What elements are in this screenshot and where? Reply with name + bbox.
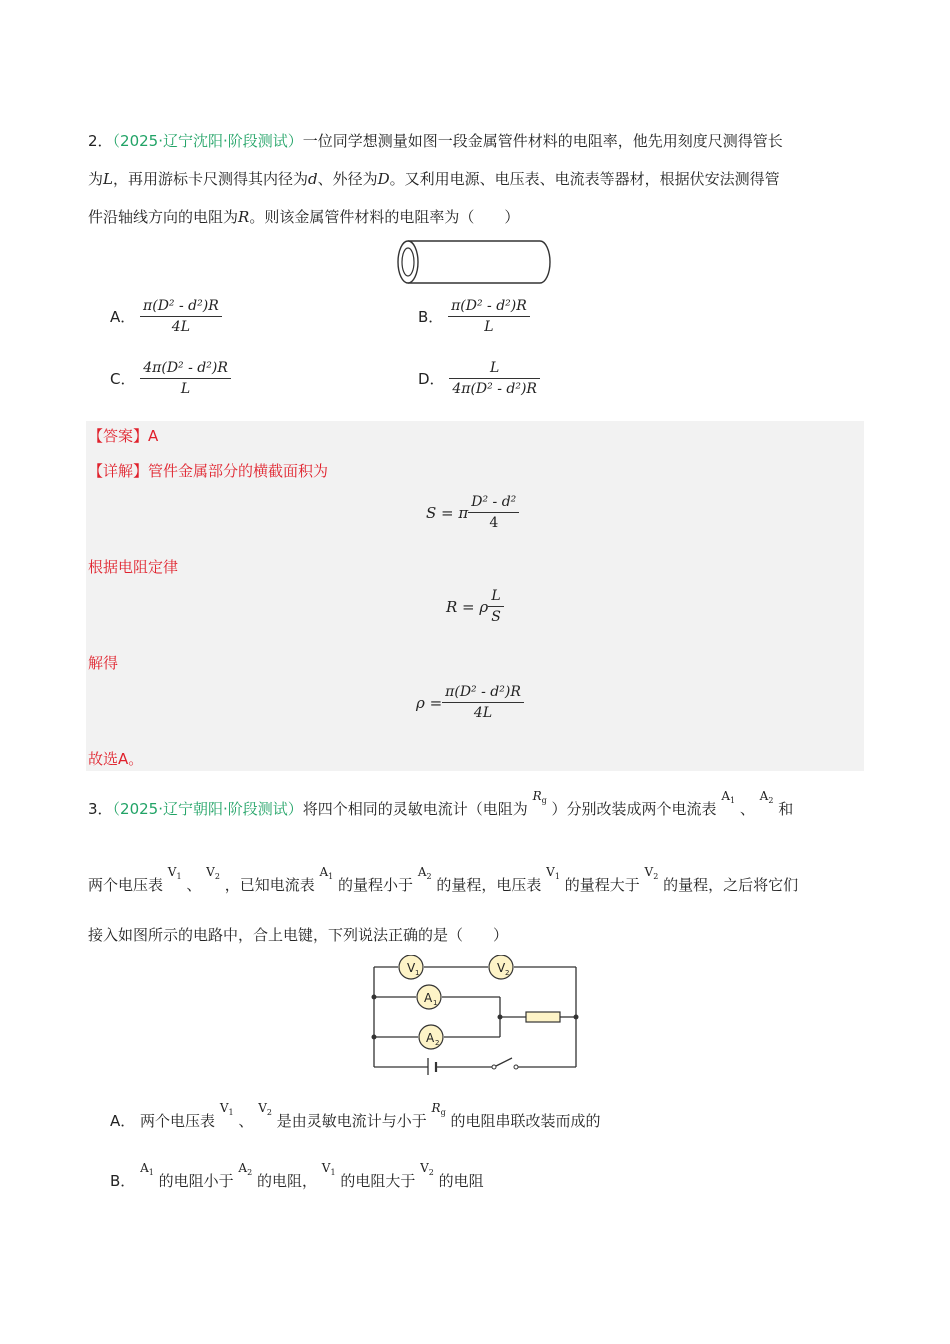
q3-option-b-label: B．: [110, 1172, 136, 1190]
q3-text-2d: 的量程，电压表: [436, 876, 542, 894]
var-d: d: [308, 170, 318, 188]
switch-contact-left: [492, 1065, 496, 1069]
q3-option-a-label: A．: [110, 1112, 136, 1130]
q3-V1-2: [546, 865, 560, 879]
optA-V2-sub: 2: [266, 1108, 272, 1117]
q2-text-2d: 。又利用电源、电压表、电流表等器材，根据伏安法测得管: [389, 170, 780, 188]
optB-V2: [420, 1161, 434, 1175]
V1-letter-2: V: [546, 865, 555, 879]
optA-Rg: [432, 1101, 446, 1115]
q3-option-b-text-c: 的电阻大于: [340, 1172, 416, 1190]
q3-number: 3．: [88, 800, 113, 818]
optB-A1-sub: 1: [148, 1168, 154, 1177]
option-b-label: B．: [418, 308, 444, 326]
q2-text-2b: ，再用游标卡尺测得其内径为: [112, 170, 308, 188]
q3-V1-1: [168, 865, 182, 879]
q3-option-a[interactable]: [110, 1096, 601, 1136]
A2-sub-2: 2: [426, 872, 432, 881]
q2-option-b[interactable]: [418, 298, 530, 335]
law-text: 根据电阻定律: [88, 558, 179, 576]
q3-text-2e: 的量程大于: [564, 876, 640, 894]
option-c-den: L: [140, 378, 231, 397]
q3-source: （2025·辽宁朝阳·阶段测试）: [112, 800, 303, 818]
q3-line-3: 接入如图所示的电路中，合上电键，下列说法正确的是（ ）: [88, 926, 509, 944]
meter-a1-letter: A: [424, 991, 433, 1005]
optB-V2-letter: V: [420, 1161, 429, 1175]
q3-option-b-text-b: 的电阻，: [256, 1172, 317, 1190]
q3-sep-1: 、: [739, 800, 755, 818]
eq2-den: S: [488, 606, 504, 625]
meter-v1: [399, 955, 423, 979]
optA-V1: [220, 1101, 234, 1115]
optA-Rg-sub: g: [440, 1108, 446, 1117]
eq3-lhs: ρ =: [416, 693, 443, 712]
answer-value: A: [148, 427, 159, 445]
optA-V1-letter: V: [219, 1101, 229, 1115]
equation-resistivity: [416, 684, 524, 721]
q3-option-b-text-a: 的电阻小于: [158, 1172, 234, 1190]
pipe-figure: [394, 238, 556, 286]
eq1-num: D² - d²: [471, 494, 517, 510]
answer-tag: 【答案】: [88, 427, 149, 445]
q2-line-3: [88, 207, 519, 227]
resistor: [526, 1012, 560, 1022]
q2-text-2c: 、外径为: [317, 170, 378, 188]
V2-sub: 2: [214, 872, 220, 881]
optA-V2: [258, 1101, 272, 1115]
q3-V2-1: [206, 865, 220, 879]
var-L: L: [103, 170, 113, 188]
optB-V1-sub: 1: [330, 1168, 336, 1177]
q3-option-b[interactable]: [110, 1156, 484, 1196]
q3-line-2: [88, 860, 798, 900]
option-c-fraction: [140, 360, 231, 397]
optA-Rg-letter: R: [431, 1101, 441, 1115]
q2-source: （2025·辽宁沈阳·阶段测试）: [112, 132, 303, 150]
q3-text-1b: ）分别改装成两个电流表: [551, 800, 717, 818]
A2-sub: 2: [768, 796, 774, 805]
eq3-fraction: [442, 684, 524, 721]
q2-option-c[interactable]: [110, 360, 231, 397]
optB-A2-sub: 2: [247, 1168, 253, 1177]
var-D: D: [377, 170, 390, 188]
option-a-den: 4L: [140, 316, 222, 335]
q3-option-a-text-b: 是由灵敏电流计与小于: [276, 1112, 427, 1130]
junction-dot: [372, 1035, 377, 1040]
optB-A2-letter: A: [238, 1161, 248, 1175]
q2-line-2: [88, 169, 780, 189]
optB-A1: [140, 1161, 154, 1175]
option-d-num: L: [490, 360, 500, 376]
option-a-fraction: [140, 298, 222, 335]
eq2-lhs: R = ρ: [446, 597, 489, 616]
q3-Rg-1: [533, 789, 547, 803]
solve-text: 解得: [88, 654, 119, 672]
q3-option-b-text-d: 的电阻: [438, 1172, 484, 1190]
circuit-diagram: [366, 955, 582, 1075]
q3-option-a-text-c: 的电阻串联改装而成的: [450, 1112, 601, 1130]
q3-option-a-text-a: 两个电压表: [140, 1112, 216, 1130]
q2-number: 2．: [88, 132, 113, 150]
meter-a2: [419, 1025, 443, 1049]
q2-text-1: 一位同学想测量如图一段金属管件材料的电阻率，他先用刻度尺测得管长: [302, 132, 783, 150]
option-d-fraction: [449, 360, 540, 397]
junction-dot: [574, 1015, 579, 1020]
junction-dot: [498, 1015, 503, 1020]
meter-v1-sub: 1: [415, 969, 420, 977]
q2-line-1: [88, 131, 783, 151]
q3-A2-1: [760, 789, 774, 803]
q3-A2-2: [418, 865, 432, 879]
option-b-den: L: [448, 316, 530, 335]
answer-line: [88, 426, 158, 446]
optA-V2-letter: V: [258, 1101, 267, 1115]
eq1-fraction: [468, 494, 519, 531]
equation-resistance: [446, 588, 504, 625]
q2-text-3b: 。则该金属管件材料的电阻率为（ ）: [249, 208, 520, 226]
q3-A1-2: [319, 865, 333, 879]
detail-text: 管件金属部分的横截面积为: [148, 462, 329, 480]
q3-text-2f: 的量程，之后将它们: [663, 876, 799, 894]
V1-letter: V: [167, 865, 177, 879]
A1-letter-2: A: [319, 865, 329, 879]
meter-a1-sub: 1: [433, 999, 438, 1007]
q3-text-2c: 的量程小于: [338, 876, 414, 894]
optB-V1-letter: V: [321, 1161, 331, 1175]
Rg-sub: g: [541, 796, 547, 805]
V2-sub-2: 2: [653, 872, 659, 881]
q3-text-2b: ，已知电流表: [224, 876, 315, 894]
Rg-symbol: R: [532, 789, 542, 803]
q3-V2-2: [645, 865, 659, 879]
eq1-lhs: S = π: [426, 503, 469, 522]
q2-text-2a: 为: [88, 170, 104, 188]
option-d-label: D．: [418, 370, 445, 388]
V1-sub: 1: [176, 872, 182, 881]
eq3-num: π(D² - d²)R: [445, 684, 521, 700]
meter-v1-letter: V: [407, 961, 416, 975]
V1-sub-2: 1: [554, 872, 560, 881]
meter-v2: [489, 955, 513, 979]
eq1-den: 4: [468, 512, 519, 531]
meter-v2-sub: 2: [505, 969, 510, 977]
option-a-num: π(D² - d²)R: [143, 298, 219, 314]
choose-text: 故选A。: [88, 750, 144, 768]
q2-text-3a: 件沿轴线方向的电阻为: [88, 208, 239, 226]
optA-sep: 、: [238, 1112, 254, 1130]
option-c-label: C．: [110, 370, 136, 388]
option-c-num: 4π(D² - d²)R: [143, 360, 228, 376]
V2-letter: V: [206, 865, 215, 879]
option-a-label: A．: [110, 308, 136, 326]
A1-sub: 1: [729, 796, 736, 805]
q3-text-2a: 两个电压表: [88, 876, 164, 894]
equation-area: [426, 494, 519, 531]
optB-V2-sub: 2: [428, 1168, 434, 1177]
meter-a2-sub: 2: [435, 1039, 440, 1047]
A2-letter-2: A: [417, 865, 427, 879]
meter-a2-letter: A: [426, 1031, 435, 1045]
junction-dot: [372, 995, 377, 1000]
eq2-fraction: [488, 588, 504, 625]
switch-contact-right: [514, 1065, 518, 1069]
q2-option-d[interactable]: [418, 360, 540, 397]
option-d-den: 4π(D² - d²)R: [449, 378, 540, 397]
optB-A2: [238, 1161, 252, 1175]
V2-letter-2: V: [644, 865, 654, 879]
optA-V1-sub: 1: [228, 1108, 234, 1117]
detail-tag: 【详解】: [88, 462, 149, 480]
q3-text-1c: 和: [778, 800, 794, 818]
var-R: R: [238, 208, 250, 226]
eq3-den: 4L: [442, 702, 524, 721]
option-b-num: π(D² - d²)R: [451, 298, 527, 314]
option-b-fraction: [448, 298, 530, 335]
q3-A1-1: [721, 789, 735, 803]
meter-v2-letter: V: [497, 961, 506, 975]
A1-letter: A: [721, 789, 730, 803]
meter-a1: [417, 985, 441, 1009]
A1-sub-2: 1: [328, 872, 334, 881]
q3-line-1: [88, 784, 793, 824]
q2-option-a[interactable]: [110, 298, 222, 335]
detail-line: [88, 461, 328, 481]
A2-letter: A: [759, 789, 769, 803]
optB-V1: [322, 1161, 336, 1175]
q3-text-1a: 将四个相同的灵敏电流计（电阻为: [302, 800, 528, 818]
optB-A1-letter: A: [140, 1161, 149, 1175]
eq2-num: L: [491, 588, 501, 604]
q3-sep-2: 、: [186, 876, 202, 894]
